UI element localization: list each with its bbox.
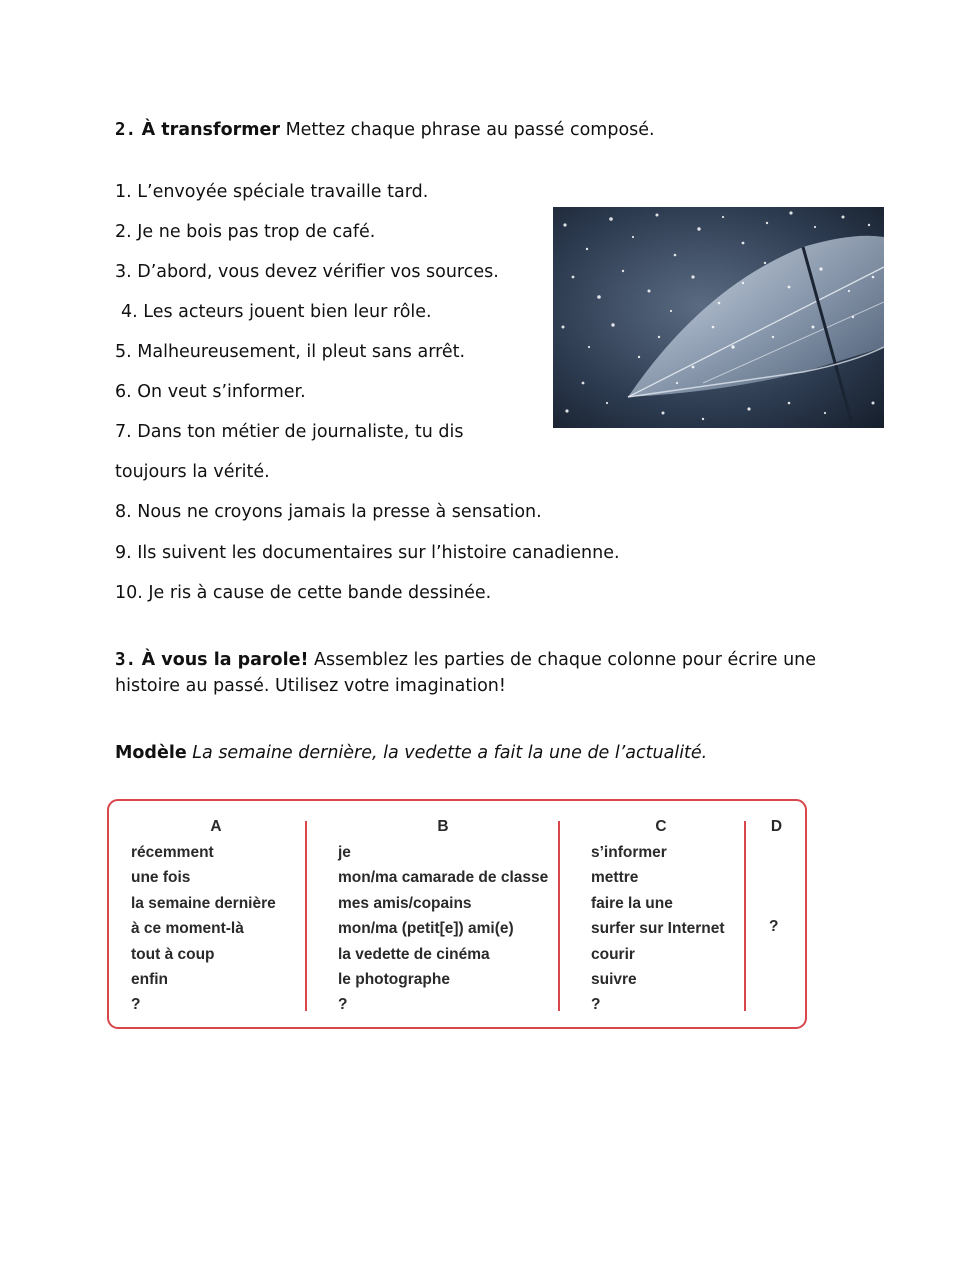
sentence-1: 1. L’envoyée spéciale travaille tard. [115,182,429,202]
exercise3-title: À vous la parole! [141,650,309,670]
column-c-list [591,844,725,1022]
column-b-item: mon/ma camarade de classe [338,869,549,887]
exercise3-instruction-line1: Assemblez les parties de chaque colonne pour écrire une [314,650,817,670]
exercise2-number: 2. [115,120,137,140]
column-a-item: à ce moment-là [131,920,244,938]
exercise2-heading [115,119,655,141]
column-c-item: s’informer [591,844,667,861]
exercise3-instruction-line2: histoire au passé. Utilisez votre imagination! [115,676,506,696]
column-a [131,801,301,1027]
sentence-6: 6. On veut s’informer. [115,382,306,402]
sentence-7b: toujours la vérité. [115,462,270,482]
sentence-4: 4. Les acteurs jouent bien leur rôle. [121,302,432,322]
column-c-item: faire la une [591,894,673,912]
sentence-10: 10. Je ris à cause de cette bande dessinée. [115,583,492,603]
column-divider [305,821,307,1011]
column-a-item: une fois [131,869,191,887]
model-line [115,742,707,764]
column-c-header: C [655,818,667,835]
column-a-list [131,844,276,1022]
column-a-item: enfin [131,970,169,988]
sentence-3: 3. D’abord, vous devez vérifier vos sources. [115,262,499,282]
column-a-item: récemment [131,844,214,861]
column-divider [558,821,560,1011]
column-b-item: la vedette de cinéma [338,945,490,963]
exercise2-instruction: Mettez chaque phrase au passé composé. [285,120,655,140]
column-a-item: tout à coup [131,945,215,963]
column-b [338,801,548,1027]
column-d [754,801,799,1027]
column-divider [744,821,746,1011]
column-d-header: D [770,818,783,835]
sentence-5: 5. Malheureusement, il pleut sans arrêt. [115,342,466,362]
exercise3-number: 3. [115,650,137,670]
column-c-item: courir [591,945,635,963]
column-b-header: B [437,818,449,835]
column-a-item: la semaine dernière [131,894,276,912]
model-text: La semaine dernière, la vedette a fait la une de l’actualité. [192,743,708,763]
exercise2-title: À transformer [141,120,280,140]
column-b-item: mes amis/copains [338,894,472,912]
column-d-item: ? [769,918,779,935]
column-b-item: mon/ma (petit[e]) ami(e) [338,920,514,938]
word-columns-table [107,799,807,1029]
column-c-item: mettre [591,869,639,887]
umbrella-rain-photo [553,207,884,428]
sentence-2: 2. Je ne bois pas trop de café. [115,222,376,242]
column-b-item: le photographe [338,970,450,988]
column-b-list [338,844,548,1022]
column-b-item: je [338,844,351,861]
sentence-8: 8. Nous ne croyons jamais la presse à sensation. [115,502,542,522]
column-b-item: ? [338,996,348,1014]
column-a-item: ? [131,996,141,1014]
sentence-7a: 7. Dans ton métier de journaliste, tu dis [115,422,464,442]
model-label: Modèle [115,743,187,763]
exercise3-heading-line1 [115,649,816,671]
column-c-item: ? [591,996,601,1014]
sentence-9: 9. Ils suivent les documentaires sur l’histoire canadienne. [115,543,620,563]
column-a-header: A [210,818,222,835]
column-c-item: suivre [591,970,637,988]
column-c-item: surfer sur Internet [591,920,725,938]
column-c [591,801,741,1027]
